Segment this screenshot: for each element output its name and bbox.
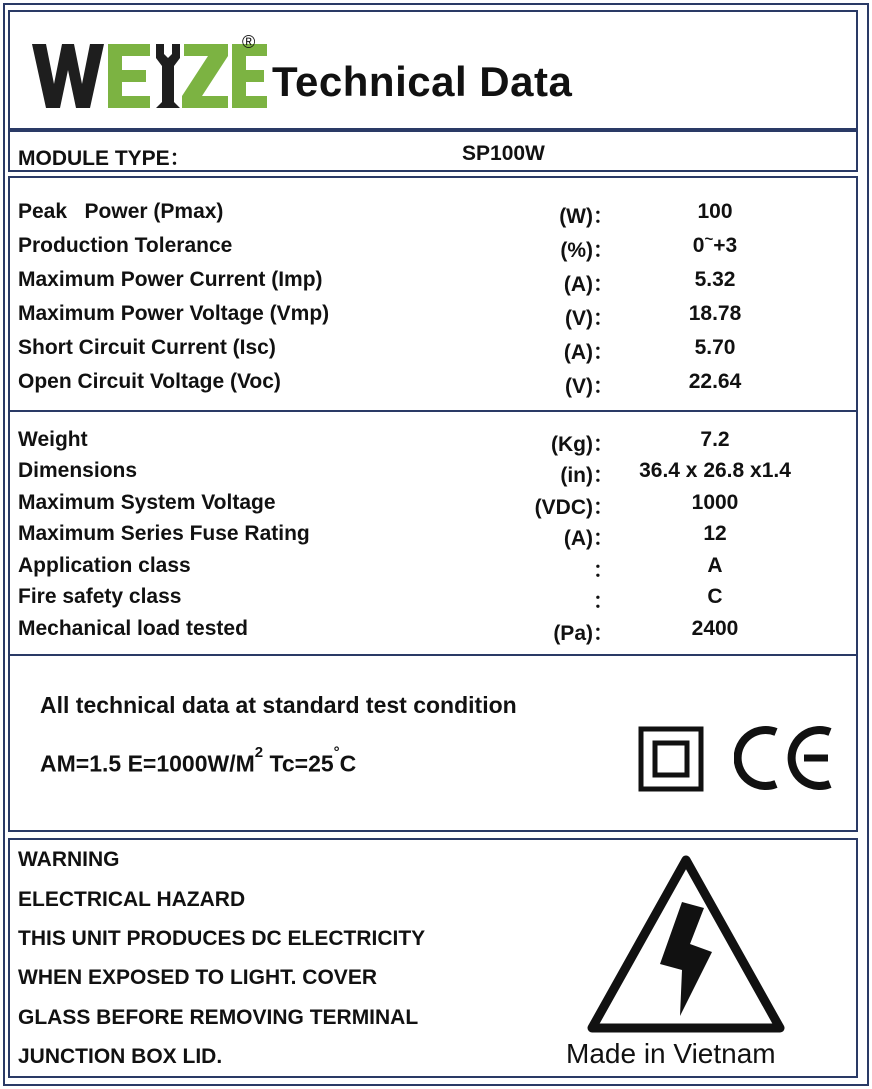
spec-unit: (A)： bbox=[563, 341, 614, 364]
ce-mark-icon bbox=[734, 722, 834, 794]
spec-value: 12 bbox=[703, 522, 727, 545]
spec-unit: (W)： bbox=[559, 205, 614, 228]
spec-row bbox=[10, 585, 856, 615]
spec-unit: (Pa)： bbox=[553, 622, 614, 645]
spec-name: Open Circuit Voltage (Voc) bbox=[18, 370, 281, 393]
warning-line: WHEN EXPOSED TO LIGHT. COVER bbox=[18, 966, 377, 989]
spec-unit: (A)： bbox=[563, 527, 614, 550]
weize-logo-icon bbox=[32, 38, 267, 114]
electrical-hazard-icon bbox=[586, 852, 786, 1036]
module-type-value: SP100W bbox=[462, 142, 545, 165]
spec-value: 18.78 bbox=[688, 302, 742, 325]
double-insulation-icon bbox=[638, 726, 704, 792]
spec-value: C bbox=[707, 585, 723, 608]
spec-value: 5.70 bbox=[694, 336, 736, 359]
warning-section bbox=[8, 838, 858, 1078]
spec-name: Maximum Power Voltage (Vmp) bbox=[18, 302, 330, 325]
spec-value: 2400 bbox=[691, 617, 739, 640]
spec-row bbox=[10, 231, 856, 264]
spec-name: Maximum Series Fuse Rating bbox=[18, 522, 310, 545]
spec-unit: (in)： bbox=[560, 464, 614, 487]
warning-line: WARNING bbox=[18, 848, 120, 871]
spec-unit: (A)： bbox=[563, 273, 614, 296]
spec-value: 1000 bbox=[691, 491, 739, 514]
spec-row bbox=[10, 554, 856, 584]
spec-row bbox=[10, 302, 856, 332]
spec-row bbox=[10, 370, 856, 400]
spec-unit: (Kg)： bbox=[551, 433, 614, 456]
module-type-label: MODULE TYPE： bbox=[18, 147, 191, 170]
spec-row bbox=[10, 268, 856, 298]
spec-row bbox=[10, 522, 856, 552]
spec-name: Maximum System Voltage bbox=[18, 491, 276, 514]
spec-name: Application class bbox=[18, 554, 191, 577]
spec-name: Maximum Power Current (Imp) bbox=[18, 268, 323, 291]
spec-name: Production Tolerance bbox=[18, 234, 233, 257]
electrical-specs-section bbox=[8, 176, 858, 412]
spec-name: Weight bbox=[18, 428, 88, 451]
warning-line: JUNCTION BOX LID. bbox=[18, 1045, 223, 1068]
test-condition-note: All technical data at standard test condition bbox=[40, 692, 517, 718]
spec-value: 36.4 x 26.8 x1.4 bbox=[639, 459, 791, 482]
spec-value: 0~+3 bbox=[692, 231, 738, 257]
spec-unit: (VDC)： bbox=[534, 496, 614, 519]
spec-name: Fire safety class bbox=[18, 585, 182, 608]
spec-value: A bbox=[707, 554, 723, 577]
spec-unit: ： bbox=[593, 559, 614, 582]
warning-line: ELECTRICAL HAZARD bbox=[18, 888, 246, 911]
spec-value: 22.64 bbox=[688, 370, 742, 393]
test-condition-values: AM=1.5 $E=1000W/M^2$ Tc=25°C bbox=[40, 744, 357, 777]
spec-unit: ： bbox=[593, 590, 614, 613]
spec-unit: (V)： bbox=[565, 307, 614, 330]
header-section bbox=[8, 10, 858, 130]
spec-row bbox=[10, 428, 856, 458]
spec-row bbox=[10, 617, 856, 647]
spec-unit: (%)： bbox=[560, 239, 614, 262]
spec-row bbox=[10, 491, 856, 521]
spec-name: Dimensions bbox=[18, 459, 138, 482]
spec-name: Short Circuit Current (Isc) bbox=[18, 336, 276, 359]
registered-mark: ® bbox=[242, 32, 256, 52]
made-in-label: Made in Vietnam bbox=[566, 1038, 776, 1069]
spec-row bbox=[10, 459, 856, 489]
spec-name: Mechanical load tested bbox=[18, 617, 248, 640]
page-title: Technical Data bbox=[272, 58, 573, 105]
spec-name: Peak Power (Pmax) bbox=[18, 200, 224, 223]
spec-value: 100 bbox=[697, 200, 733, 223]
test-conditions-section bbox=[8, 654, 858, 832]
module-type-section bbox=[8, 130, 858, 172]
mechanical-specs-section bbox=[8, 410, 858, 656]
spec-value: 7.2 bbox=[700, 428, 730, 451]
spec-value: 5.32 bbox=[694, 268, 736, 291]
warning-line: THIS UNIT PRODUCES DC ELECTRICITY bbox=[18, 927, 426, 950]
spec-row bbox=[10, 336, 856, 366]
spec-unit: (V)： bbox=[565, 375, 614, 398]
spec-row bbox=[10, 200, 856, 230]
warning-line: GLASS BEFORE REMOVING TERMINAL bbox=[18, 1006, 419, 1029]
